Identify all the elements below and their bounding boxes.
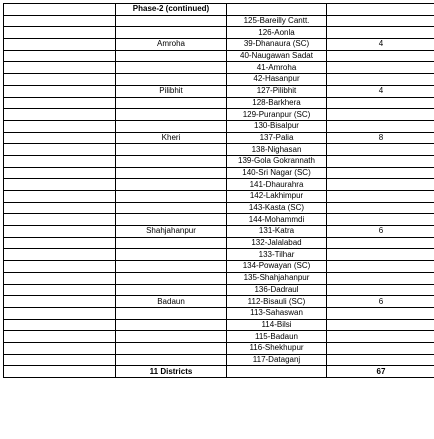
- blank-cell: [4, 354, 116, 366]
- constituency-cell: 115-Badaun: [227, 331, 327, 343]
- constituency-cell: 133-Tilhar: [227, 249, 327, 261]
- table-row: [4, 155, 434, 167]
- blank-cell: [327, 109, 434, 121]
- blank-cell: [4, 62, 116, 74]
- header-blank-cell: [227, 4, 327, 16]
- district-name-cell: Kheri: [116, 132, 227, 144]
- blank-cell: [4, 85, 116, 97]
- total-row: [4, 366, 434, 378]
- constituency-cell: 41-Amroha: [227, 62, 327, 74]
- constituency-cell: 137-Palia: [227, 132, 327, 144]
- district-name-cell: Shahjahanpur: [116, 226, 227, 238]
- constituency-cell: 144-Mohammdi: [227, 214, 327, 226]
- blank-cell: [4, 331, 116, 343]
- header-blank-cell: [4, 4, 116, 16]
- blank-cell: [327, 307, 434, 319]
- header-row: [4, 4, 434, 16]
- table-row: [4, 179, 434, 191]
- blank-cell: [4, 109, 116, 121]
- blank-cell: [116, 15, 227, 27]
- table-row: [4, 109, 434, 121]
- table-row: [4, 202, 434, 214]
- blank-cell: [4, 272, 116, 284]
- district-name-cell: Badaun: [116, 296, 227, 308]
- table-row: [4, 132, 434, 144]
- blank-cell: [4, 155, 116, 167]
- constituency-cell: 129-Puranpur (SC): [227, 109, 327, 121]
- blank-cell: [4, 144, 116, 156]
- blank-cell: [4, 167, 116, 179]
- constituency-table: [3, 3, 434, 378]
- total-label: 11 Districts: [116, 366, 227, 378]
- constituency-cell: 128-Barkhera: [227, 97, 327, 109]
- table-row: [4, 144, 434, 156]
- table-row: [4, 167, 434, 179]
- blank-cell: [116, 120, 227, 132]
- table-row: [4, 342, 434, 354]
- blank-cell: [4, 226, 116, 238]
- constituency-cell: 135-Shahjahanpur: [227, 272, 327, 284]
- blank-cell: [4, 249, 116, 261]
- blank-cell: [327, 191, 434, 203]
- table-row: [4, 261, 434, 273]
- blank-cell: [327, 74, 434, 86]
- constituency-cell: 139-Gola Gokrannath: [227, 155, 327, 167]
- table-body: [4, 4, 434, 378]
- blank-cell: [327, 319, 434, 331]
- table-row: [4, 97, 434, 109]
- constituency-cell: 125-Bareilly Cantt.: [227, 15, 327, 27]
- constituency-cell: 114-Bilsi: [227, 319, 327, 331]
- blank-cell: [116, 50, 227, 62]
- blank-cell: [4, 97, 116, 109]
- blank-cell: [4, 50, 116, 62]
- blank-cell: [4, 120, 116, 132]
- table-row: [4, 296, 434, 308]
- header-blank-cell: [327, 4, 434, 16]
- table-row: [4, 331, 434, 343]
- constituency-cell: 142-Lakhimpur: [227, 191, 327, 203]
- blank-cell: [116, 144, 227, 156]
- blank-cell: [327, 15, 434, 27]
- blank-cell: [116, 249, 227, 261]
- blank-cell: [4, 15, 116, 27]
- blank-cell: [116, 97, 227, 109]
- blank-cell: [116, 261, 227, 273]
- table-row: [4, 62, 434, 74]
- blank-cell: [116, 109, 227, 121]
- constituency-cell: 40-Naugawan Sadat: [227, 50, 327, 62]
- table-row: [4, 272, 434, 284]
- blank-cell: [327, 155, 434, 167]
- table-row: [4, 284, 434, 296]
- table-row: [4, 191, 434, 203]
- blank-cell: [327, 342, 434, 354]
- constituency-cell: 141-Dhaurahra: [227, 179, 327, 191]
- table-row: [4, 354, 434, 366]
- blank-cell: [4, 27, 116, 39]
- table-row: [4, 27, 434, 39]
- blank-cell: [327, 202, 434, 214]
- blank-cell: [116, 284, 227, 296]
- blank-cell: [4, 366, 116, 378]
- blank-cell: [327, 331, 434, 343]
- constituency-cell: 126-Aonla: [227, 27, 327, 39]
- district-count-cell: 6: [327, 226, 434, 238]
- blank-cell: [327, 50, 434, 62]
- blank-cell: [116, 167, 227, 179]
- blank-cell: [327, 249, 434, 261]
- table-row: [4, 214, 434, 226]
- blank-cell: [4, 132, 116, 144]
- blank-cell: [327, 261, 434, 273]
- constituency-cell: 136-Dadraul: [227, 284, 327, 296]
- blank-cell: [327, 354, 434, 366]
- phase-header: Phase-2 (continued): [116, 4, 227, 16]
- blank-cell: [116, 202, 227, 214]
- total-count: 67: [327, 366, 434, 378]
- constituency-cell: 113-Sahaswan: [227, 307, 327, 319]
- blank-cell: [327, 167, 434, 179]
- blank-cell: [4, 214, 116, 226]
- blank-cell: [116, 307, 227, 319]
- blank-cell: [116, 155, 227, 167]
- blank-cell: [327, 62, 434, 74]
- table-row: [4, 307, 434, 319]
- blank-cell: [4, 261, 116, 273]
- table-row: [4, 226, 434, 238]
- blank-cell: [116, 354, 227, 366]
- blank-cell: [116, 237, 227, 249]
- blank-cell: [116, 74, 227, 86]
- constituency-cell: 130-Bisalpur: [227, 120, 327, 132]
- blank-cell: [327, 179, 434, 191]
- district-count-cell: 8: [327, 132, 434, 144]
- constituency-cell: 42-Hasanpur: [227, 74, 327, 86]
- blank-cell: [327, 272, 434, 284]
- blank-cell: [4, 319, 116, 331]
- table-row: [4, 85, 434, 97]
- blank-cell: [327, 27, 434, 39]
- district-count-cell: 6: [327, 296, 434, 308]
- blank-cell: [116, 62, 227, 74]
- blank-cell: [327, 284, 434, 296]
- blank-cell: [4, 202, 116, 214]
- table-row: [4, 15, 434, 27]
- blank-cell: [4, 191, 116, 203]
- blank-cell: [327, 144, 434, 156]
- blank-cell: [4, 39, 116, 51]
- blank-cell: [116, 342, 227, 354]
- blank-cell: [116, 331, 227, 343]
- blank-cell: [327, 237, 434, 249]
- table-row: [4, 50, 434, 62]
- district-name-cell: Pilibhit: [116, 85, 227, 97]
- table-row: [4, 249, 434, 261]
- constituency-cell: 116-Shekhupur: [227, 342, 327, 354]
- district-count-cell: 4: [327, 39, 434, 51]
- blank-cell: [227, 366, 327, 378]
- blank-cell: [4, 284, 116, 296]
- blank-cell: [4, 307, 116, 319]
- blank-cell: [327, 97, 434, 109]
- blank-cell: [4, 237, 116, 249]
- constituency-cell: 112-Bisauli (SC): [227, 296, 327, 308]
- constituency-cell: 143-Kasta (SC): [227, 202, 327, 214]
- table-row: [4, 237, 434, 249]
- blank-cell: [116, 27, 227, 39]
- constituency-cell: 39-Dhanaura (SC): [227, 39, 327, 51]
- district-name-cell: Amroha: [116, 39, 227, 51]
- blank-cell: [4, 179, 116, 191]
- blank-cell: [116, 214, 227, 226]
- table-row: [4, 39, 434, 51]
- constituency-cell: 134-Powayan (SC): [227, 261, 327, 273]
- blank-cell: [116, 272, 227, 284]
- constituency-cell: 140-Sri Nagar (SC): [227, 167, 327, 179]
- blank-cell: [327, 214, 434, 226]
- table-row: [4, 319, 434, 331]
- blank-cell: [4, 74, 116, 86]
- constituency-cell: 131-Katra: [227, 226, 327, 238]
- constituency-cell: 138-Nighasan: [227, 144, 327, 156]
- district-count-cell: 4: [327, 85, 434, 97]
- constituency-cell: 127-Pilibhit: [227, 85, 327, 97]
- blank-cell: [4, 296, 116, 308]
- constituency-cell: 132-Jalalabad: [227, 237, 327, 249]
- blank-cell: [116, 319, 227, 331]
- blank-cell: [116, 191, 227, 203]
- blank-cell: [116, 179, 227, 191]
- table-row: [4, 74, 434, 86]
- constituency-cell: 117-Dataganj: [227, 354, 327, 366]
- blank-cell: [4, 342, 116, 354]
- blank-cell: [327, 120, 434, 132]
- table-row: [4, 120, 434, 132]
